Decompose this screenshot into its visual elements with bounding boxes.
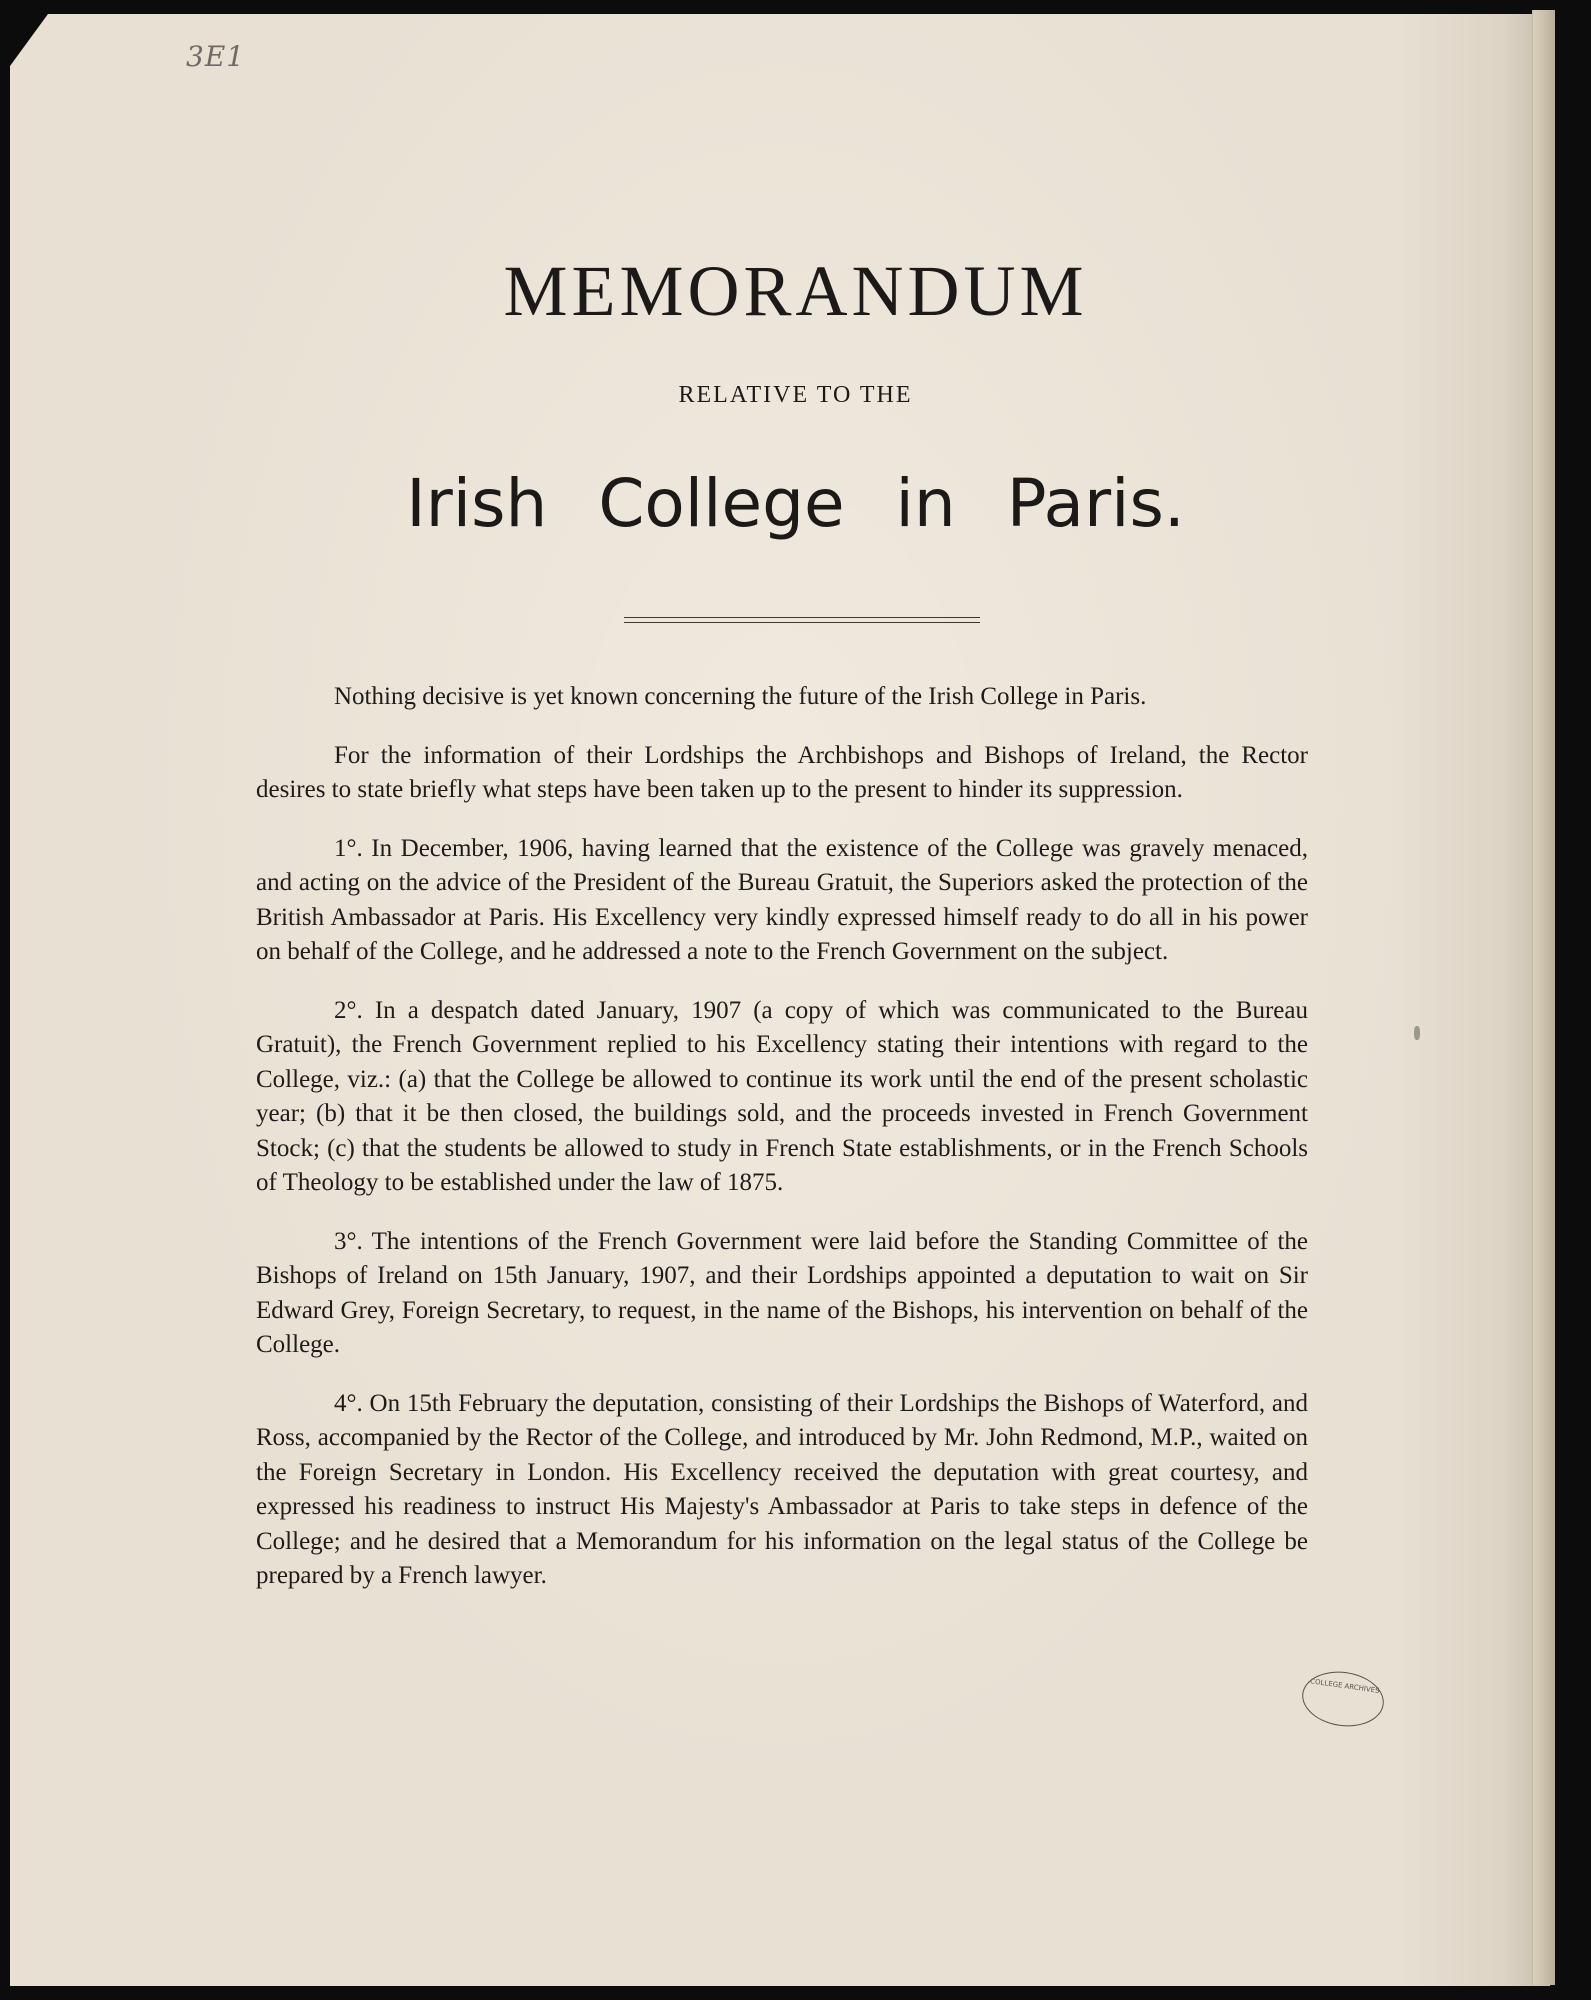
paragraph-point-3: 3°. The intentions of the French Government were laid before the Standing Committee of the Bishops of Ireland on 15th January, 1907, and their Lordships appointed a deputation to wait on Sir Edward Grey, Foreign Secretary, to request, in the name of the Bishops, his intervention on behalf of the College. xyxy=(256,1227,1308,1358)
memorandum-subtitle: RELATIVE TO THE xyxy=(678,382,913,408)
paragraph-point-1: 1°. In December, 1906, having learned that the existence of the College was gravely menaced, and acting on the advice of the President of the Bureau Gratuit, the Superiors asked the protection of the British Ambassador at Paris. His Excellency very kindly expressed himself ready to do all in his power on behalf of the College, and he addressed a note to the French Government on the subject. xyxy=(256,834,1308,965)
memorandum-title: MEMORANDUM xyxy=(503,251,1088,331)
double-rule-divider xyxy=(624,617,980,623)
archive-pencil-mark: 3E1 xyxy=(186,40,246,73)
memorandum-body xyxy=(256,680,1308,1618)
paper-speck xyxy=(1414,1026,1420,1040)
paragraph-intro: Nothing decisive is yet known concerning the future of the Irish College in Paris. xyxy=(334,683,1147,710)
paragraph-point-2: 2°. In a despatch dated January, 1907 (a copy of which was communicated to the Bureau Gratuit), the French Government replied to his Excellency stating their intentions with regard to the College, viz.: (a) that the College be allowed to continue its work until the end of the present scholastic year; (b) that it be then closed, the buildings sold, and the proceeds invested in French Government Stock; (c) that the students be allowed to study in French State establishments, or in the French Schools of Theology to be established under the law of 1875. xyxy=(256,996,1308,1196)
paragraph-point-4: 4°. On 15th February the deputation, consisting of their Lordships the Bishops of Waterford, and Ross, accompanied by the Rector of the College, and introduced by Mr. John Redmond, M.P., waited on the Foreign Secretary in London. His Excellency received the deputation with great courtesy, and expressed his readiness to instruct His Majesty's Ambassador at Paris to take steps in defence of the College; and he desired that a Memorandum for his information on the legal status of the College be prepared by a French lawyer. xyxy=(256,1389,1308,1589)
archive-stamp: COLLEGE ARCHIVES xyxy=(1299,1667,1388,1732)
memorandum-subject: Irish College in Paris. xyxy=(406,465,1185,542)
paragraph-purpose: For the information of their Lordships the Archbishops and Bishops of Ireland, the Rector desires to state briefly what steps have been taken up to the present to hinder its suppression. xyxy=(256,741,1308,803)
